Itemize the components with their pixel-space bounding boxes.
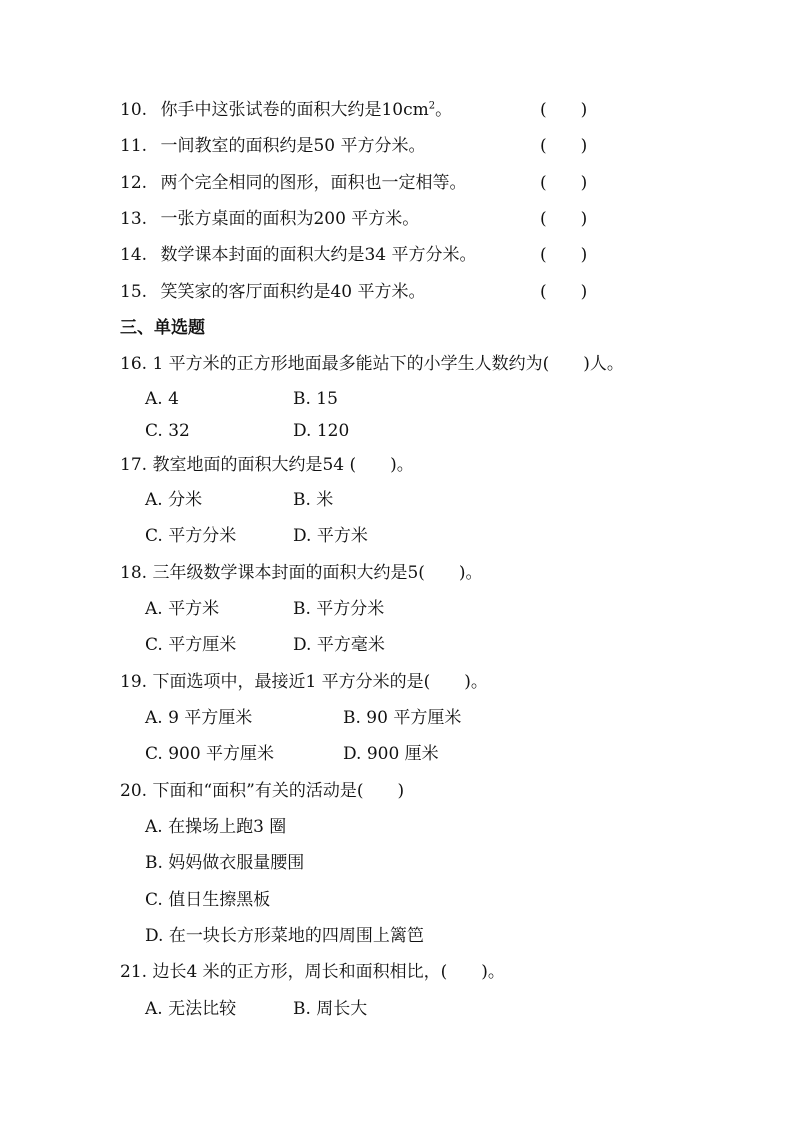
option-a[interactable]: A. 在操场上跑3 圈 bbox=[145, 817, 287, 837]
option-d[interactable]: D. 在一块长方形菜地的四周围上篱笆 bbox=[145, 926, 424, 946]
option-b[interactable]: B. 周长大 bbox=[293, 999, 368, 1019]
question-18-stem: 18. 三年级数学课本封面的面积大约是5( )。 bbox=[120, 563, 483, 583]
question-20-stem: 20. 下面和“面积”有关的活动是( ) bbox=[120, 781, 405, 801]
option-b[interactable]: B. 妈妈做衣服量腰围 bbox=[145, 853, 305, 873]
option-d[interactable]: D. 900 厘米 bbox=[343, 744, 439, 764]
option-c[interactable]: C. 900 平方厘米 bbox=[145, 744, 275, 764]
option-a[interactable]: A. 无法比较 bbox=[145, 999, 237, 1019]
question-21-stem: 21. 边长4 米的正方形，周长和面积相比，( )。 bbox=[120, 962, 505, 982]
answer-blank[interactable]: ( ) bbox=[540, 173, 588, 193]
option-c[interactable]: C. 平方分米 bbox=[145, 526, 237, 546]
option-b[interactable]: B. 平方分米 bbox=[293, 599, 385, 619]
answer-blank[interactable]: ( ) bbox=[540, 136, 588, 156]
option-d[interactable]: D. 平方米 bbox=[293, 526, 368, 546]
tf-item-15: 15. 笑笑家的客厅面积约是40 平方米。 bbox=[120, 282, 426, 302]
section-title: 三、单选题 bbox=[120, 318, 205, 338]
tf-item-11: 11. 一间教室的面积约是50 平方分米。 bbox=[120, 136, 426, 156]
option-a[interactable]: A. 9 平方厘米 bbox=[145, 708, 253, 728]
option-d[interactable]: D. 120 bbox=[293, 421, 350, 441]
option-c[interactable]: C. 平方厘米 bbox=[145, 635, 237, 655]
tf-item-12: 12. 两个完全相同的图形，面积也一定相等。 bbox=[120, 173, 467, 193]
question-17-stem: 17. 教室地面的面积大约是54 ( )。 bbox=[120, 455, 414, 475]
answer-blank[interactable]: ( ) bbox=[540, 209, 588, 229]
option-a[interactable]: A. 分米 bbox=[145, 490, 203, 510]
tf-item-14: 14. 数学课本封面的面积大约是34 平方分米。 bbox=[120, 245, 477, 265]
option-c[interactable]: C. 值日生擦黑板 bbox=[145, 890, 271, 910]
option-a[interactable]: A. 平方米 bbox=[145, 599, 220, 619]
question-16-stem: 16. 1 平方米的正方形地面最多能站下的小学生人数约为( )人。 bbox=[120, 354, 624, 374]
option-b[interactable]: B. 15 bbox=[293, 389, 338, 409]
option-c[interactable]: C. 32 bbox=[145, 421, 190, 441]
answer-blank[interactable]: ( ) bbox=[540, 100, 588, 120]
answer-blank[interactable]: ( ) bbox=[540, 282, 588, 302]
option-d[interactable]: D. 平方毫米 bbox=[293, 635, 385, 655]
option-a[interactable]: A. 4 bbox=[145, 389, 179, 409]
question-19-stem: 19. 下面选项中，最接近1 平方分米的是( )。 bbox=[120, 672, 488, 692]
tf-item-13: 13. 一张方桌面的面积为200 平方米。 bbox=[120, 209, 420, 229]
option-b[interactable]: B. 米 bbox=[293, 490, 334, 510]
option-b[interactable]: B. 90 平方厘米 bbox=[343, 708, 462, 728]
tf-item-10: 10. 你手中这张试卷的面积大约是$10cm^2$。 bbox=[120, 100, 453, 120]
answer-blank[interactable]: ( ) bbox=[540, 245, 588, 265]
